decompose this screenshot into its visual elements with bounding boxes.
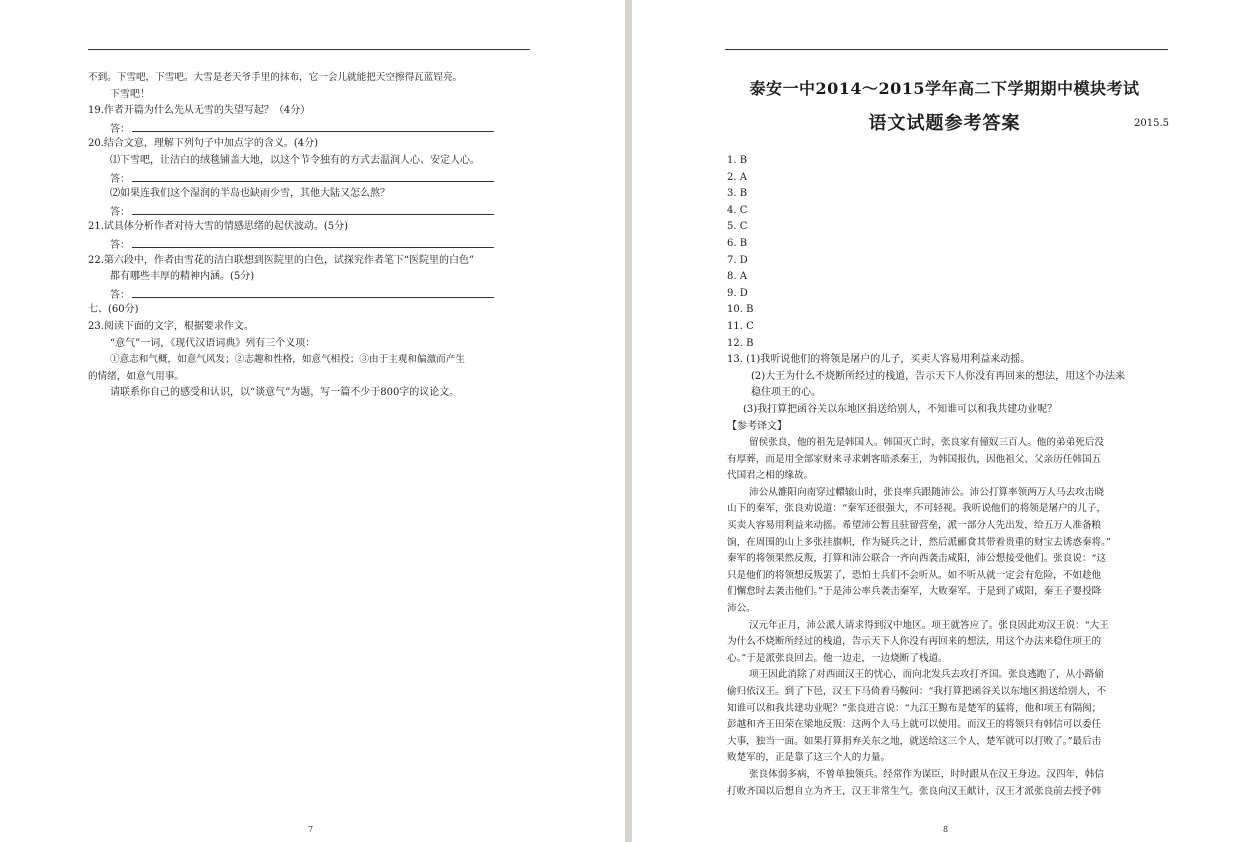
text-line [88, 369, 538, 386]
line-text: 【参考译文】 [727, 420, 787, 432]
line-text: 沛公从雒阳向南穿过轘辕山时，张良率兵跟随沛公。沛公打算率领两万人马去攻击晓 [749, 486, 1104, 498]
text-line [727, 286, 1173, 303]
text-line [88, 103, 538, 120]
text-line [727, 568, 1173, 585]
answer-blank-line [132, 286, 494, 298]
text-line [727, 651, 1173, 668]
text-line [88, 203, 538, 220]
line-text: 山下的秦军，张良劝说道：“秦军还很强大，不可轻视。我听说他们的将领是屠户的儿子， [727, 503, 1107, 515]
text-line [88, 253, 538, 270]
line-text: 7. D [727, 254, 748, 266]
line-text: 答： [110, 289, 130, 301]
answer-blank-line [132, 203, 494, 215]
line-text: ⑵如果连我们这个湿润的半岛也缺雨少雪，其他大陆又怎么熬？ [110, 188, 390, 200]
text-line [88, 186, 538, 203]
text-line [727, 186, 1173, 203]
line-text: 答： [110, 173, 130, 185]
text-line [88, 70, 538, 87]
text-line [727, 452, 1173, 469]
line-text: 6. B [727, 237, 748, 249]
text-line [727, 302, 1173, 319]
document-subtitle: 语文试题参考答案 [868, 113, 1021, 134]
text-line [727, 253, 1173, 270]
text-line [88, 336, 538, 353]
left-document-page [0, 0, 625, 842]
line-text: 8. A [727, 271, 747, 283]
text-line [88, 302, 538, 319]
right-page-text [727, 153, 1173, 800]
text-line [88, 170, 538, 187]
text-line [88, 352, 538, 369]
text-line [727, 784, 1173, 801]
text-line [88, 286, 538, 303]
line-text: 23.阅读下面的文字，根据要求作文。 [88, 320, 254, 332]
text-line [727, 468, 1173, 485]
text-line [727, 634, 1173, 651]
text-line [727, 336, 1173, 353]
text-line [727, 535, 1173, 552]
line-text: 都有哪些丰厚的精神内涵。(5分) [110, 271, 255, 283]
line-text: 有厚葬，而是用全部家财来寻求刺客暗杀秦王，为韩国报仇，因他祖父、父亲历任韩国五 [727, 453, 1102, 465]
line-text: 不到。下雪吧，下雪吧。大雪是老天爷手里的抹布，它一会儿就能把天空擦得瓦蓝锃亮。 [88, 72, 463, 83]
text-line [727, 618, 1173, 635]
text-line [727, 584, 1173, 601]
line-text: 秦军的将领果然反叛，打算和沛公联合一齐向西袭击咸阳，沛公想接受他们。张良说：“这 [727, 553, 1107, 565]
text-line [727, 750, 1173, 767]
line-text: “意气”一词，《现代汉语词典》列有三个义项： [110, 337, 316, 349]
text-line [727, 236, 1173, 253]
text-line [727, 435, 1173, 452]
line-text: 张良体弱多病，不曾单独领兵。经常作为谋臣，时时跟从在汉王身边。汉四年，韩信 [749, 768, 1104, 780]
line-text: 知谁可以和我共建功业呢？”张良进言说：“九江王黥布是楚军的猛将，他和项王有隔阂； [727, 702, 1102, 714]
line-text: 沛公。 [727, 603, 756, 615]
line-text: 汉元年正月，沛公派人请求得到汉中地区。项王就答应了。张良因此劝汉王说：“大王 [749, 619, 1109, 631]
line-text: 打败齐国以后想自立为齐王，汉王非常生气。张良向汉王献计，汉王才派张良前去授予韩 [727, 785, 1102, 797]
line-text: 彭越和齐王田荣在梁地反叛：这两个人马上就可以使用。而汉王的将领只有韩信可以委任 [727, 719, 1102, 731]
line-text: 买卖人容易用利益来动摇。希望沛公暂且驻留营垒，派一部分人先出发，给五万人准备粮 [727, 520, 1102, 532]
line-text: 稳住项王的心。 [751, 387, 821, 399]
line-text: 的情绪，如意气用事。 [88, 370, 184, 382]
line-text: (3)我打算把函谷关以东地区捐送给别人，不知谁可以和我共建功业呢？ [743, 403, 1058, 415]
text-line [727, 319, 1173, 336]
line-text: 偷归依汉王。到了下邑，汉王下马倚着马鞍问：“我打算把函谷关以东地区捐送给别人，不 [727, 686, 1107, 697]
text-line [88, 385, 538, 402]
line-text: 13. (1)我听说他们的将领是屠户的儿子，买卖人容易用利益来动摇。 [727, 354, 1031, 366]
answer-blank-line [132, 120, 494, 132]
answer-blank-line [132, 236, 494, 248]
header-rule [88, 49, 530, 50]
line-text: 10. B [727, 304, 754, 316]
text-line [727, 701, 1173, 718]
line-text: (2)大王为什么不烧断所经过的栈道，告示天下人你没有再回来的想法，用这个办法来 [751, 370, 1126, 382]
right-document-page [632, 0, 1257, 842]
text-line [727, 385, 1173, 402]
text-line [727, 518, 1173, 535]
line-text: 答： [110, 206, 130, 218]
text-line [727, 734, 1173, 751]
line-text: 败楚军的，正是靠了这三个人的力量。 [727, 752, 891, 764]
line-text: 只是他们的将领想反叛罢了，恐怕士兵们不会听从。如不听从就一定会有危险，不如趁他 [727, 569, 1102, 581]
line-text: 项王因此消除了对西面汉王的忧心，而向北发兵去攻打齐国。张良逃跑了，从小路偷 [749, 669, 1104, 681]
line-text: 9. D [727, 287, 748, 299]
line-text: 5. C [727, 221, 748, 233]
text-line [88, 236, 538, 253]
text-line [727, 684, 1173, 701]
line-text: 答： [110, 239, 130, 251]
line-text: 七、(60分) [88, 304, 139, 316]
line-text: 代国君之相的缘故。 [727, 470, 814, 482]
line-text: ⑴下雪吧，让洁白的绒毯铺盖大地，以这个节令独有的方式去温润人心、安定人心。 [110, 154, 480, 166]
text-line [88, 87, 538, 104]
text-line [727, 352, 1173, 369]
text-line [88, 120, 538, 137]
text-line [88, 319, 538, 336]
line-text: 2. A [727, 171, 747, 183]
line-text: 22.第六段中，作者由雪花的洁白联想到医院里的白色，试探究作者笔下“医院里的白色” [88, 254, 475, 266]
text-line [727, 153, 1173, 170]
text-line [727, 551, 1173, 568]
line-text: 11. C [727, 320, 754, 332]
line-text: 留侯张良，他的祖先是韩国人。韩国灭亡时，张良家有僮奴三百人。他的弟弟死后没 [749, 437, 1104, 449]
document-title: 泰安一中2014～2015学年高二下学期期中模块考试 [749, 79, 1140, 98]
text-line [727, 717, 1173, 734]
text-line [727, 419, 1173, 436]
text-line [727, 485, 1173, 502]
line-text: 19.作者开篇为什么先从无雪的失望写起？（4分） [88, 105, 311, 117]
text-line [727, 219, 1173, 236]
line-text: 大事，独当一面。如果打算捐弃关东之地，就送给这三个人，楚军就可以打败了。”最后击 [727, 735, 1102, 747]
text-line [88, 136, 538, 153]
line-text: 4. C [727, 204, 748, 216]
line-text: 请联系你自己的感受和认识，以“谈意气”为题，写一篇不少于800字的议论文。 [110, 387, 460, 399]
document-date: 2015.5 [1134, 118, 1169, 129]
text-line [88, 219, 538, 236]
line-text: 下雪吧！ [110, 88, 150, 100]
line-text: 1. B [727, 155, 748, 166]
text-line [727, 203, 1173, 220]
line-text: 们懈怠时去袭击他们。”于是沛公率兵袭击秦军，大败秦军。于是到了咸阳，秦王子婴投降 [727, 586, 1102, 598]
text-line [88, 153, 538, 170]
text-line [727, 667, 1173, 684]
line-text: ①意志和气概，如意气风发；②志趣和性格，如意气相投；③由于主观和偏激而产生 [110, 354, 465, 366]
line-text: 3. B [727, 188, 748, 200]
text-line [88, 269, 538, 286]
line-text: 21.试具体分析作者对待大雪的情感思绪的起伏波动。(5分) [88, 221, 349, 233]
line-text: 答： [110, 123, 130, 135]
page-number: 7 [308, 825, 314, 834]
line-text: 12. B [727, 337, 754, 349]
line-text: 20.结合文意，理解下列句子中加点字的含义。(4分) [88, 138, 319, 150]
text-line [727, 369, 1173, 386]
header-rule [725, 49, 1168, 50]
line-text: 为什么不烧断所经过的栈道，告示天下人你没有再回来的想法，用这个办法来稳住项王的 [727, 636, 1102, 648]
text-line [727, 767, 1173, 784]
left-page-text [88, 70, 538, 402]
text-line [727, 601, 1173, 618]
line-text: 饷，在周围的山上多张挂旗帜，作为疑兵之计，然后派郦食其带着贵重的财宝去诱惑秦将。” [727, 536, 1111, 548]
page-number: 8 [943, 825, 949, 834]
text-line [727, 170, 1173, 187]
text-line [727, 402, 1173, 419]
text-line [727, 501, 1173, 518]
text-line [727, 269, 1173, 286]
answer-blank-line [132, 170, 494, 182]
line-text: 心。”于是派张良回去。他一边走，一边烧断了栈道。 [727, 652, 948, 664]
